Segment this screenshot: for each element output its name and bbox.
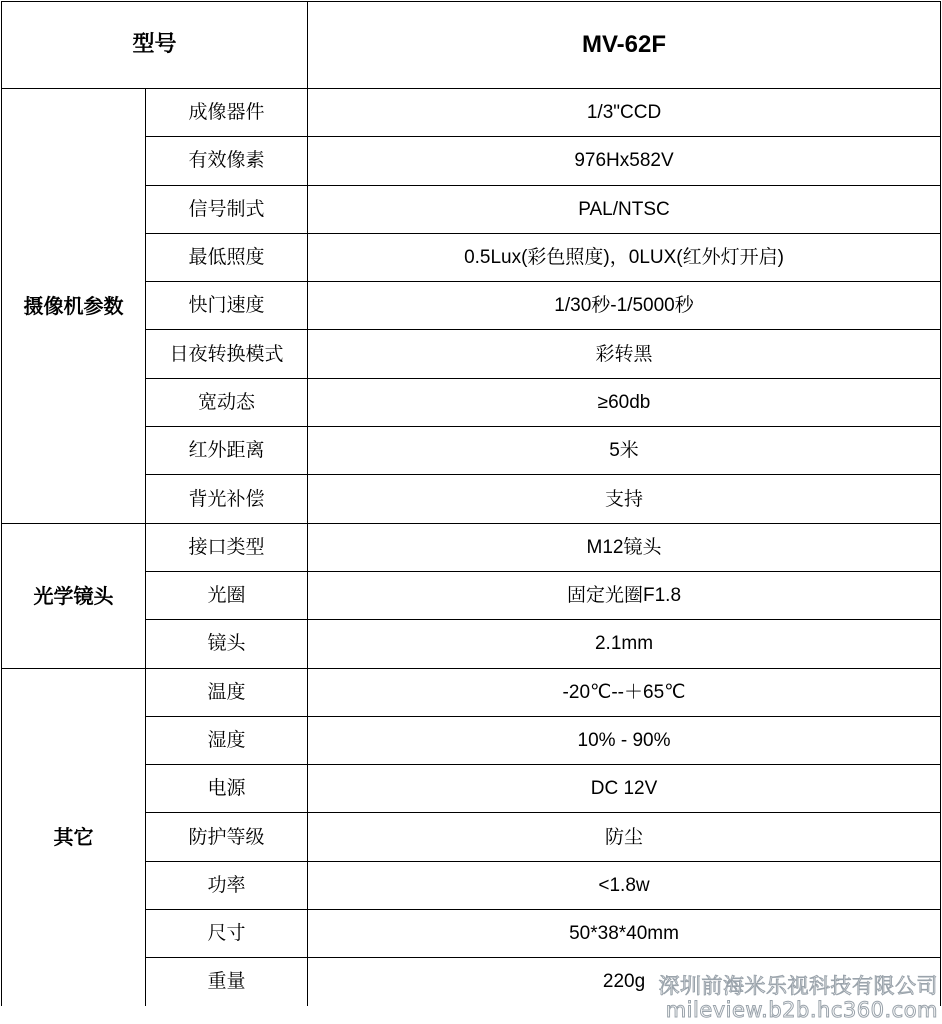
param-name: 成像器件 — [146, 89, 308, 137]
param-value: M12镜头 — [308, 523, 941, 571]
param-name: 尺寸 — [146, 910, 308, 958]
watermark-company: 深圳前海米乐视科技有限公司 — [658, 974, 938, 998]
param-value: -20℃--＋65℃ — [308, 668, 941, 716]
table-row — [2, 668, 941, 716]
param-name: 接口类型 — [146, 523, 308, 571]
param-name: 镜头 — [146, 620, 308, 668]
param-value: 2.1mm — [308, 620, 941, 668]
param-name: 最低照度 — [146, 233, 308, 281]
spec-table — [1, 1, 941, 1006]
param-value: 0.5Lux(彩色照度)，0LUX(红外灯开启) — [308, 233, 941, 281]
param-value: 1/30秒-1/5000秒 — [308, 282, 941, 330]
param-name: 红外距离 — [146, 427, 308, 475]
param-value: 1/3"CCD — [308, 89, 941, 137]
param-name: 电源 — [146, 765, 308, 813]
param-value: PAL/NTSC — [308, 185, 941, 233]
param-value: 10% - 90% — [308, 716, 941, 764]
group-camera-params: 摄像机参数 — [2, 89, 146, 524]
param-value: ≥60db — [308, 378, 941, 426]
param-value: 支持 — [308, 475, 941, 523]
param-name: 防护等级 — [146, 813, 308, 861]
header-row — [2, 2, 941, 89]
param-name: 湿度 — [146, 716, 308, 764]
param-name: 信号制式 — [146, 185, 308, 233]
param-name: 温度 — [146, 668, 308, 716]
param-value: DC 12V — [308, 765, 941, 813]
param-name: 宽动态 — [146, 378, 308, 426]
param-value: 220g — [308, 958, 941, 1006]
model-label: 型号 — [2, 2, 308, 89]
model-value: MV-62F — [308, 2, 941, 89]
param-name: 有效像素 — [146, 137, 308, 185]
group-optical-lens: 光学镜头 — [2, 523, 146, 668]
param-value: 5米 — [308, 427, 941, 475]
table-row — [2, 89, 941, 137]
param-name: 背光补偿 — [146, 475, 308, 523]
watermark-site: mileview.b2b.hc360.com — [665, 998, 938, 1022]
group-other: 其它 — [2, 668, 146, 1006]
watermark — [659, 974, 939, 1022]
param-value: 50*38*40mm — [308, 910, 941, 958]
param-name: 功率 — [146, 861, 308, 909]
param-name: 重量 — [146, 958, 308, 1006]
param-value: <1.8w — [308, 861, 941, 909]
param-name: 日夜转换模式 — [146, 330, 308, 378]
param-name: 快门速度 — [146, 282, 308, 330]
param-value: 彩转黑 — [308, 330, 941, 378]
table-row — [2, 523, 941, 571]
param-value: 976Hx582V — [308, 137, 941, 185]
param-name: 光圈 — [146, 571, 308, 619]
param-value: 固定光圈F1.8 — [308, 571, 941, 619]
param-value: 防尘 — [308, 813, 941, 861]
